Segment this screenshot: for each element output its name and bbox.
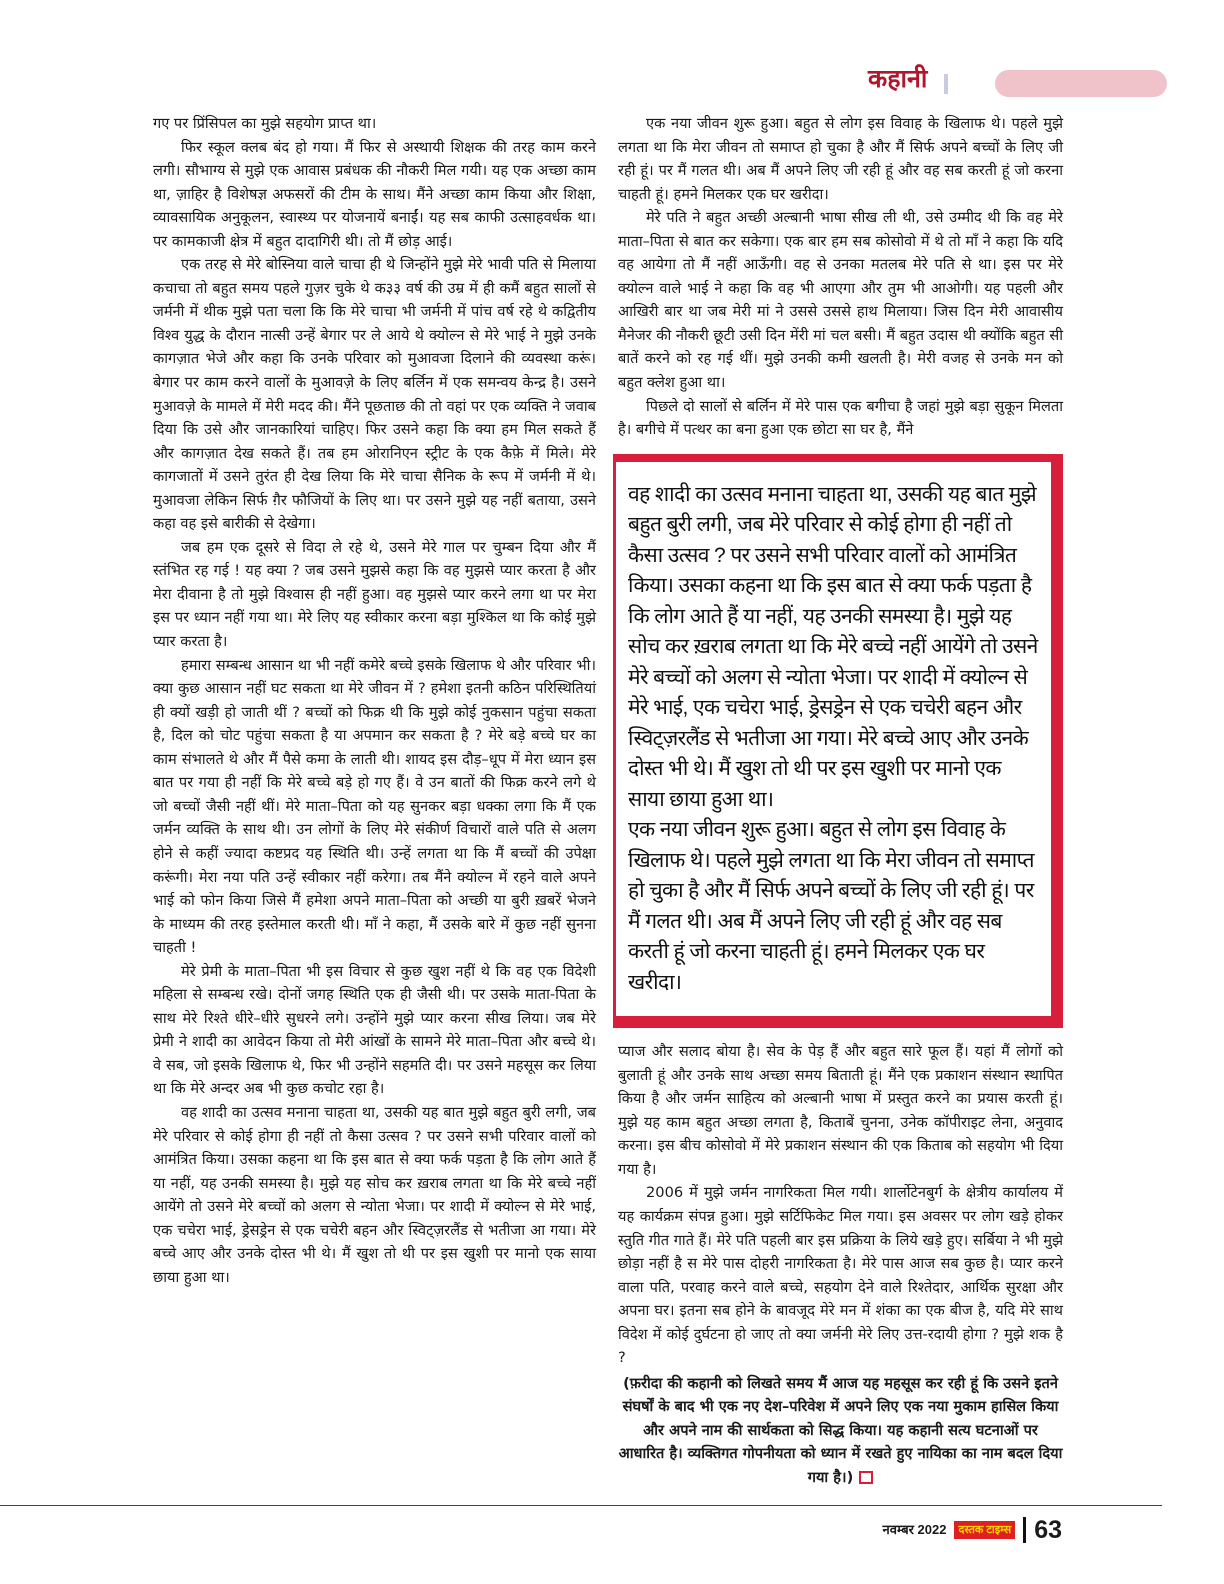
footer-separator	[1023, 1517, 1026, 1543]
author-note-text: (फ़रीदा की कहानी को लिखते समय मैं आज यह महसूस कर रही हूं कि उसने इतने संघर्षों के बाद भी एक नए देश–परिवेश में अपने लिए एक नया मुकाम हासिल किया और अपने नाम की सार्थकता को सिद्ध किया। यह कहानी सत्य घटनाओं पर आधारित है। व्यक्तिगत गोपनीयता को ध्यान में रखते हुए नायिका का नाम बदल दिया गया है।)	[618, 1374, 1063, 1486]
paragraph: मेरे प्रेमी के माता–पिता भी इस विचार से कुछ खुश नहीं थे कि वह एक विदेशी महिला से सम्बन्ध रखे। दोनों जगह स्थिति एक ही जैसी थी। पर उसके माता-पिता के साथ मेरे रिश्ते धीरे–धीरे सुधरने लगे। उन्होंने मुझे प्यार करना सीख लिया। जब मेरे प्रेमी ने शादी का आवेदन किया तो मेरी आंखों के सामने मेरे माता–पिता और बच्चे थे। वे सब, जो इसके खिलाफ थे, फिर भी उन्होंने सहमति दी। पर उसने महसूस कर लिया था कि मेरे अन्दर अब भी कुछ कचोट रहा है।	[153, 962, 596, 1098]
paragraph: हमारा सम्बन्ध आसान था भी नहीं कमेरे बच्चे इसके खिलाफ थे और परिवार भी। क्या कुछ आसान नहीं घट सकता था मेरे जीवन में ? हमेशा इतनी कठिन परिस्थितियां ही क्यों खड़ी हो जाती थीं ? बच्चों को फिक्र थी कि मुझे कोई नुकसान पहुंचा सकता है, दिल को चोट पहुंचा सकता है या अपमान कर सकता है ? मेरे बड़े बच्चे घर का काम संभालते थे और मैं पैसे कमा के लाती थी। शायद इस दौड़–धूप में मेरा ध्यान इस बात पर गया ही नहीं कि मेरे बच्चे बड़े हो गए हैं। वे उन बातों की फिक्र करने लगे थे जो बच्चों जैसी नहीं थीं। मेरे माता–पिता को यह सुनकर बड़ा धक्का लगा कि मैं एक जर्मन व्यक्ति के साथ थी। उन लोगों के लिए मेरे संकीर्ण विचारों वाले पति से अलग होने से कहीं ज्यादा कष्टप्रद यह स्थिति थी। उन्हें लगता था कि मैं बच्चों की उपेक्षा करूंगी। मेरा नया पति उन्हें स्वीकार नहीं करेगा। तब मैंने क्योल्न में रहने वाले अपने भाई को फोन किया जिसे मैं हमेशा अपने माता–पिता को अच्छी या बुरी ख़बरें भेजने के माध्यम की तरह इस्तेमाल करती थी। माँ ने कहा, मैं उसके बारे में कुछ नहीं सुनना चाहती !	[153, 656, 596, 957]
pull-quote-text: वह शादी का उत्सव मनाना चाहता था, उसकी यह बात मुझे बहुत बुरी लगी, जब मेरे परिवार से कोई होगा ही नहीं तो कैसा उत्सव ? पर उसने सभी परिवार वालों को आमंत्रित किया। उसका कहना था कि इस बात से क्या फर्क पड़ता है कि लोग आते हैं या नहीं, यह उनकी समस्या है। मुझे यह सोच कर ख़राब लगता था कि मेरे बच्चे नहीं आयेंगे तो उसने मेरे बच्चों को अलग से न्योता भेजा। पर शादी में क्योल्न से मेरे भाई, एक चचेरा भाई, ड्रेसड्रेन से एक चचेरी बहन और स्विट्ज़रलैंड से भतीजा आ गया। मेरे बच्चे आए और उनके दोस्त भी थे। मैं खुश तो थी पर इस खुशी पर मानो एक साया छाया हुआ था।	[628, 482, 1038, 811]
paragraph: पिछले दो सालों से बर्लिन में मेरे पास एक बगीचा है जहां मुझे बड़ा सुकून मिलता है। बगीचे में पत्थर का बना हुआ एक छोटा सा घर है, मैंने	[618, 397, 1063, 439]
paragraph: वह शादी का उत्सव मनाना चाहता था, उसकी यह बात मुझे बहुत बुरी लगी, जब मेरे परिवार से कोई होगा ही नहीं तो कैसा उत्सव ? पर उसने सभी परिवार वालों को आमंत्रित किया। उसका कहना था कि इस बात से क्या फर्क पड़ता है कि लोग आते हैं या नहीं, यह उनकी समस्या है। मुझे यह सोच कर ख़राब लगता था कि मेरे बच्चे नहीं आयेंगे तो उसने मेरे बच्चों को अलग से न्योता भेजा। पर शादी में क्योल्न से मेरे भाई, एक चचेरा भाई, ड्रेसड्रेन से एक चचेरी बहन और स्विट्ज़रलैंड से भतीजा आ गया। मेरे बच्चे आए और उनके दोस्त भी थे। मैं खुश तो थी पर इस खुशी पर मानो एक साया छाया हुआ था।	[153, 1103, 596, 1286]
article-body	[0, 112, 1224, 1489]
page-footer	[0, 1505, 1162, 1545]
paragraph: गए पर प्रिंसिपल का मुझे सहयोग प्राप्त था।	[153, 115, 377, 132]
paragraph: प्याज और सलाद बोया है। सेव के पेड़ हैं और बहुत सारे फूल हैं। यहां मैं लोगों को बुलाती हूं और उनके साथ अच्छा समय बिताती हूं। मैंने एक प्रकाशन संस्थान स्थापित किया है और जर्मन साहित्य को अल्बानी भाषा में प्रस्तुत करने का प्रयास करती हूं। मुझे यह काम बहुत अच्छा लगता है, किताबें चुनना, उनेक कॉपीराइट लेना, अनुवाद करना। इस बीच कोसोवो में मेरे प्रकाशन संस्थान की एक किताब को सहयोग भी दिया गया है।	[618, 1043, 1063, 1178]
page-header	[0, 0, 1224, 112]
article-column-left	[153, 112, 596, 1289]
pull-quote-box	[613, 454, 1063, 1029]
article-column-right-top	[618, 112, 1063, 442]
magazine-logo: दस्तक टाइम्स	[954, 1521, 1015, 1539]
end-of-story-icon	[859, 1471, 873, 1484]
paragraph: एक तरह से मेरे बोस्निया वाले चाचा ही थे जिन्होंने मुझे मेरे भावी पति से मिलाया कचाचा तो बहुत समय पहले गुज़र चुके थे क३३ वर्ष की उम्र में ही कमैं बहुत सालों से जर्मनी में थीक मुझे पता चला कि कि मेरे चाचा भी जर्मनी में पांच वर्ष रहे थे कद्वितीय विश्व युद्ध के दौरान नात्सी उन्हें बेगार पर ले आये थे क्योल्न से मेरे भाई ने मुझे उनके कागज़ात भेजे और कहा कि उनके परिवार को मुआवजा दिलाने की व्यवस्था करूं। बेगार पर काम करने वालों के मुआवज़े के लिए बर्लिन में एक समन्वय केन्द्र है। उसने मुआवज़े के मामले में मेरी मदद की। मैंने पूछताछ की तो वहां पर एक व्यक्ति ने जवाब दिया कि उसे और जानकारियां चाहिए। फिर उसने कहा कि क्या हम मिल सकते हैं और कागज़ात देख सकते हैं। तब हम ओरानिएन स्ट्रीट के एक कैफ़े में मिले। मेरे कागजातों में उसने तुरंत ही देख लिया कि मेरे चाचा सैनिक के रूप में जर्मनी में थे। मुआवजा लेकिन सिर्फ ग़ैर फौजियों के लिए था। पर उसने मुझे यह नहीं बताया, उसने कहा वह इसे बारीकी से देखेगा।	[153, 256, 596, 533]
section-pill-decoration	[995, 70, 1167, 97]
paragraph: जब हम एक दूसरे से विदा ले रहे थे, उसने मेरे गाल पर चुम्बन दिया और मैं स्तंभित रह गई ! यह क्या ? जब उसने मुझसे कहा कि वह मुझसे प्यार करता है और मेरा दीवाना है तो मुझे विश्वास ही नहीं हुआ। वह मुझसे प्यार करने लगा था पर मेरा इस पर ध्यान नहीं गया था। मेरे लिए यह स्वीकार करना बड़ा मुश्किल था कि कोई मुझे प्यार करता है।	[153, 538, 596, 651]
paragraph: 2006 में मुझे जर्मन नागरिकता मिल गयी। शार्लोटेनबुर्ग के क्षेत्रीय कार्यालय में यह कार्यक्रम संपन्न हुआ। मुझे सर्टिफिकेट मिल गया। इस अवसर पर लोग खड़े होकर स्तुति गीत गाते हैं। मेरे पति पहली बार इस प्रक्रिया के लिये खड़े हुए। सर्बिया ने भी मुझे छोड़ा नहीं है स मेरे पास दोहरी नागरिकता है। मेरे पास आज सब कुछ है। प्यार करने वाला पति, परवाह करने वाले बच्चे, सहयोग देने वाले रिश्तेदार, आर्थिक सुरक्षा और अपना घर। इतना सब होने के बावजूद मेरे मन में शंका का एक बीज है, यदि मेरे साथ विदेश में कोई दुर्घटना हो जाए तो क्या जर्मनी मेरे लिए उत्त-रदायी होगा ? मुझे शक है ?	[618, 1184, 1063, 1367]
issue-date: नवम्बर 2022	[882, 1521, 947, 1537]
author-note	[618, 1372, 1063, 1490]
section-label: कहानी	[868, 64, 928, 93]
paragraph: एक नया जीवन शुरू हुआ। बहुत से लोग इस विवाह के खिलाफ थे। पहले मुझे लगता था कि मेरा जीवन तो समाप्त हो चुका है और मैं सिर्फ अपने बच्चों के लिए जी रही हूं। पर मैं गलत थी। अब मैं अपने लिए जी रही हूं और वह सब करती हूं जो करना चाहती हूं। हमने मिलकर एक घर खरीदा।	[618, 115, 1063, 203]
article-column-right-bottom	[618, 1040, 1063, 1489]
section-divider	[944, 74, 948, 94]
pull-quote-text: एक नया जीवन शुरू हुआ। बहुत से लोग इस विवाह के खिलाफ थे। पहले मुझे लगता था कि मेरा जीवन तो समाप्त हो चुका है और मैं सिर्फ अपने बच्चों के लिए जी रही हूं। पर मैं गलत थी। अब मैं अपने लिए जी रही हूं और वह सब करती हूं जो करना चाहती हूं। हमने मिलकर एक घर खरीदा।	[628, 818, 1034, 994]
page-number: 63	[1034, 1515, 1062, 1544]
paragraph: फिर स्कूल क्लब बंद हो गया। मैं फिर से अस्थायी शिक्षक की तरह काम करने लगी। सौभाग्य से मुझे एक आवास प्रबंधक की नौकरी मिल गयी। यह एक अच्छा काम था, ज़ाहिर है विशेषज्ञ अफसरों की टीम के साथ। मैंने अच्छा काम किया और शिक्षा, व्यावसायिक अनुकूलन, स्वास्थ्य पर योजनायें बनाईं। यह सब काफी उत्साहवर्धक था। पर कामकाजी क्षेत्र में बहुत दादागिरी थी। तो मैं छोड़ आई।	[153, 138, 596, 250]
article-column-right	[618, 112, 1063, 1489]
paragraph: मेरे पति ने बहुत अच्छी अल्बानी भाषा सीख ली थी, उसे उम्मीद थी कि वह मेरे माता–पिता से बात कर सकेगा। एक बार हम सब कोसोवो में थे तो माँ ने कहा कि यदि वह आयेगा तो मैं नहीं आऊँगी। वह से उनका मतलब मेरे पति से था। इस पर मेरे क्योल्न वाले भाई ने कहा कि वह भी आएगा और तुम भी आओगी। यह पहली और आखिरी बार था जब मेरी मां ने उससे उससे हाथ मिलाया। जिस दिन मेरी आवासीय मैनेजर की नौकरी छूटी उसी दिन मेंरी मां चल बसी। मैं बहुत उदास थी क्योंकि बहुत सी बातें करने को रह गई थीं। मुझे उनकी कमी खलती है। मेरी वजह से उनके मन को बहुत क्लेश हुआ था।	[618, 209, 1063, 392]
footer-content	[883, 1516, 1062, 1544]
